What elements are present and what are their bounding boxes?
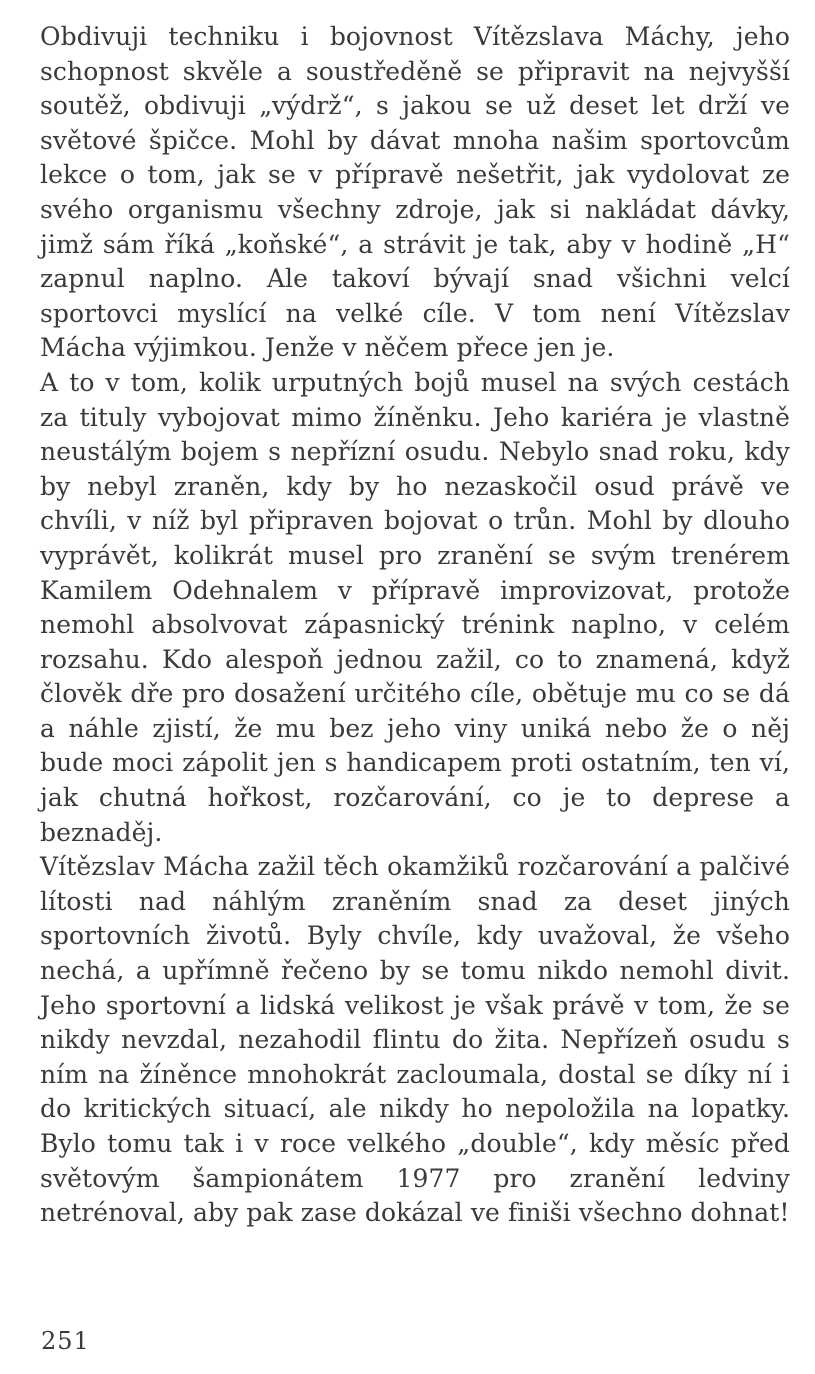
- paragraph-2: A to v tom, kolik urputných bojů musel na svých cestách za tituly vybojovat mimo žíněnku. Jeho kariéra je vlastně neustálým bojem s nepřízní osudu. Nebylo snad roku, kdy by nebyl zraněn, kdy by ho nezaskočil osud právě ve chvíli, v níž byl připraven bojovat o trůn. Mohl by dlouho vyprávět, kolikrát musel pro zranění se svým trenérem Kamilem Odehnalem v přípravě improvizovat, protože nemohl absolvovat zápasnický trénink naplno, v celém rozsahu. Kdo alespoň jednou zažil, co to znamená, když člověk dře pro dosažení určitého cíle, obětuje mu co se dá a náhle zjistí, že mu bez jeho viny uniká nebo že o něj bude moci zápolit jen s handicapem proti ostatním, ten ví, jak chutná hořkost, rozčarování, co je to deprese a beznaděj.: [40, 367, 790, 847]
- body-text: [40, 20, 790, 1231]
- paragraph-1: Obdivuji techniku i bojovnost Vítězslava Máchy, jeho schopnost skvěle a soustředěně se připravit na nejvyšší soutěž, obdivuji „výdrž“, s jakou se už deset let drží ve světové špičce. Mohl by dávat mnoha našim sportovcům lekce o tom, jak se v přípravě nešetřit, jak vydolovat ze svého organismu všechny zdroje, jak si nakládat dávky, jimž sám říká „koňské“, a strávit je tak, aby v hodině „H“ zapnul naplno. Ale takoví bývají snad všichni velcí sportovci myslící na velké cíle. V tom není Vítězslav Mácha výjimkou. Jenže v něčem přece jen je.: [40, 22, 790, 363]
- page-number: 251: [41, 1327, 90, 1355]
- paragraph-3: Vítězslav Mácha zažil těch okamžiků rozčarování a palčivé lítosti nad náhlým zraněním snad za deset jiných sportovních životů. Byly chvíle, kdy uvažoval, že všeho nechá, a upřímně řečeno by se tomu nikdo nemohl divit. Jeho sportovní a lidská velikost je však právě v tom, že se nikdy nevzdal, nezahodil flintu do žita. Nepřízeň osudu s ním na žíněnce mnohokrát zacloumala, dostal se díky ní i do kritických situací, ale nikdy ho nepoložila na lopatky. Bylo tomu tak i v roce velkého „double“, kdy měsíc před světovým šampionátem 1977 pro zranění ledviny netrénoval, aby pak zase dokázal ve finiši všechno dohnat!: [40, 852, 790, 1228]
